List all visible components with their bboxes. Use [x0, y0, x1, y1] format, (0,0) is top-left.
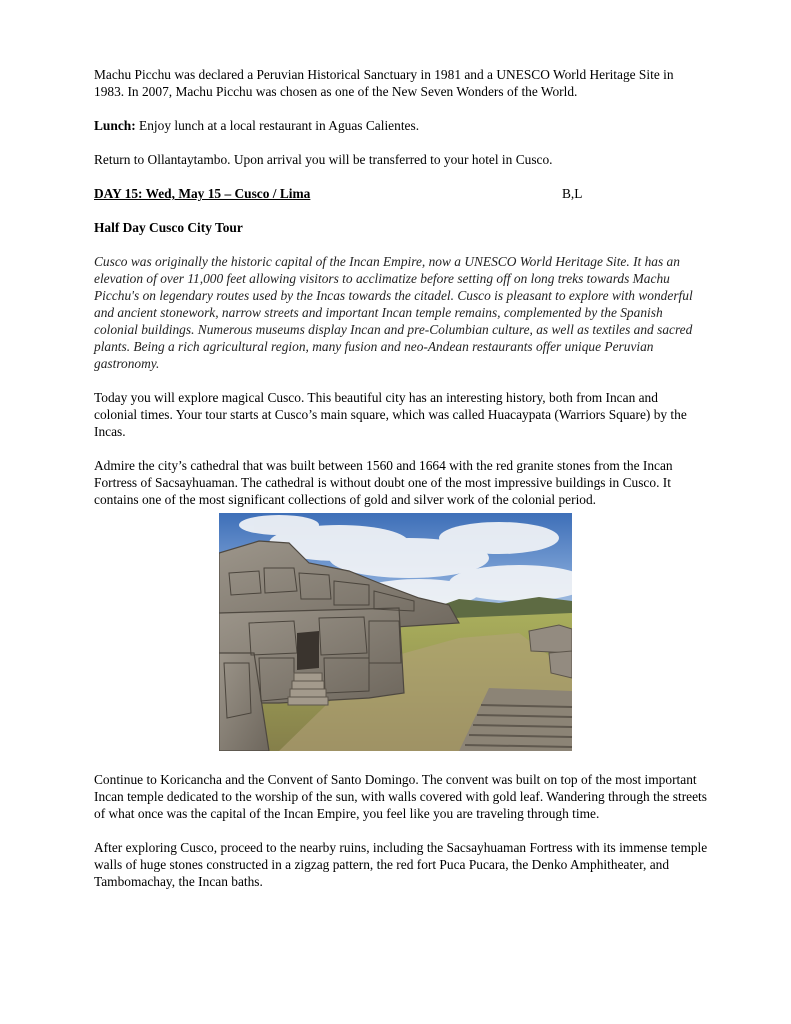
tour-paragraph-2: Admire the city’s cathedral that was built between 1560 and 1664 with the red granite stones from the Incan Fortress of Sacsayhuaman. The cathedral is without doubt one of the most impressive buildings in Cusco. It contains one of the most significant collections of gold and silver work of the colonial period.: [94, 458, 673, 507]
intro-paragraph: Machu Picchu was declared a Peruvian Historical Sanctuary in 1981 and a UNESCO World Heritage Site in 1983. In 2007, Machu Picchu was chosen as one of the New Seven Wonders of the World.: [94, 67, 674, 99]
tour-paragraph-1: Today you will explore magical Cusco. This beautiful city has an interesting history, both from Incan and colonial times. Your tour starts at Cusco’s main square, which was called Huacaypata (Warriors Square) by the Incas.: [94, 390, 687, 439]
page-text-bottom: [94, 771, 714, 890]
meals-code: B,L: [562, 186, 583, 201]
day-title: DAY 15: Wed, May 15 – Cusco / Lima: [94, 186, 311, 201]
tour-paragraph-3: Continue to Koricancha and the Convent of Santo Domingo. The convent was built on top of the most important Incan temple dedicated to the worship of the sun, with walls covered with gold leaf. Wandering through the streets of what once was the capital of the Incan Empire, you feel like you are traveling through time.: [94, 772, 707, 821]
lunch-text: Enjoy lunch at a local restaurant in Aguas Calientes.: [135, 118, 420, 133]
day-header: [94, 185, 704, 202]
tour-description: Cusco was originally the historic capital of the Incan Empire, now a UNESCO World Heritage Site. It has an elevation of over 11,000 feet allowing visitors to acclimatize before setting off on long treks towards Machu Picchu's on legendary routes used by the Incas towards the citadel. Cusco is pleasant to explore with wonderful and ancient stonework, narrow streets and important Incan temple remains, complemented by the Spanish colonial buildings. Numerous museums display Incan and pre-Columbian culture, as well as textiles and sacred plants. Being a rich agricultural region, many fusion and neo-Andean restaurants offer unique Peruvian gastronomy.: [94, 254, 693, 371]
lunch-label: Lunch:: [94, 118, 136, 133]
lunch-paragraph: [94, 117, 704, 134]
sacsayhuaman-photo: [219, 513, 572, 751]
page-text-top: [94, 66, 704, 508]
tour-heading: Half Day Cusco City Tour: [94, 220, 243, 235]
tour-paragraph-4: After exploring Cusco, proceed to the nearby ruins, including the Sacsayhuaman Fortress with its immense temple walls of huge stones constructed in a zigzag pattern, the red fort Puca Pucara, the Denko Amphitheater, and Tambomachay, the Incan baths.: [94, 840, 708, 889]
return-paragraph: Return to Ollantaytambo. Upon arrival you will be transferred to your hotel in Cusco.: [94, 152, 553, 167]
